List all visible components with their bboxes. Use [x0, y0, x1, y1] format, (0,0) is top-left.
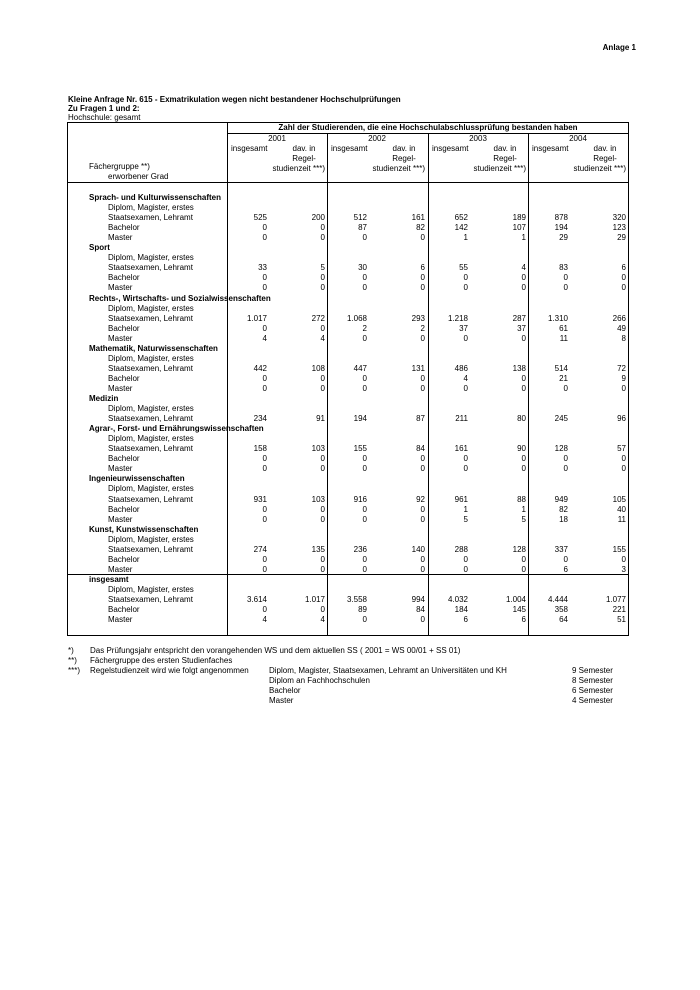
- cell-insgesamt: 3.614: [246, 595, 267, 604]
- cell-dav-regelstudienzeit: 91: [316, 414, 325, 424]
- cell-dav-regelstudienzeit: 293: [411, 313, 425, 323]
- column-dav-label: dav. in: [593, 144, 617, 153]
- cell-dav-regelstudienzeit: 87: [416, 414, 425, 424]
- cell-dav-regelstudienzeit: 29: [617, 233, 626, 243]
- group-label: Sport: [89, 243, 110, 253]
- cell-insgesamt: 525: [253, 213, 267, 223]
- cell-insgesamt: 1.218: [447, 313, 468, 323]
- cell-dav-regelstudienzeit: 9: [621, 373, 626, 383]
- row-label: Diplom, Magister, erstes: [108, 203, 194, 213]
- cell-insgesamt: 4: [262, 615, 267, 625]
- cell-dav-regelstudienzeit: 105: [612, 494, 626, 504]
- row-label: Diplom, Magister, erstes: [108, 484, 194, 494]
- cell-insgesamt: 442: [253, 363, 267, 373]
- cell-dav-regelstudienzeit: 0: [521, 273, 526, 283]
- group-label: Rechts-, Wirtschafts- und Sozialwissenschaften: [89, 293, 271, 303]
- cell-dav-regelstudienzeit: 155: [612, 544, 626, 554]
- cell-dav-regelstudienzeit: 108: [311, 363, 325, 373]
- cell-dav-regelstudienzeit: 0: [320, 605, 325, 615]
- cell-insgesamt: 1.017: [246, 313, 267, 323]
- row-label: Master: [108, 615, 133, 625]
- rule-label-1: Diplom, Magister, Staatsexamen, Lehramt an Universitäten und KH: [269, 666, 507, 675]
- cell-insgesamt: 1: [463, 504, 468, 514]
- cell-insgesamt: 4: [463, 373, 468, 383]
- row-label: Diplom, Magister, erstes: [108, 534, 194, 544]
- cell-insgesamt: 0: [262, 273, 267, 283]
- cell-insgesamt: 64: [559, 615, 568, 625]
- cell-insgesamt: 21: [559, 373, 568, 383]
- column-dav-label: dav. in: [493, 144, 517, 153]
- cell-dav-regelstudienzeit: 57: [617, 444, 626, 454]
- cell-dav-regelstudienzeit: 140: [411, 544, 425, 554]
- cell-insgesamt: 161: [454, 444, 468, 454]
- cell-dav-regelstudienzeit: 0: [320, 283, 325, 293]
- cell-dav-regelstudienzeit: 0: [621, 554, 626, 564]
- cell-dav-regelstudienzeit: 103: [311, 494, 325, 504]
- cell-dav-regelstudienzeit: 49: [617, 323, 626, 333]
- column-regel-label: Regel-: [292, 154, 316, 163]
- cell-dav-regelstudienzeit: 82: [416, 223, 425, 233]
- cell-insgesamt: 33: [258, 263, 267, 273]
- cell-dav-regelstudienzeit: 0: [521, 333, 526, 343]
- group-label: Agrar-, Forst- und Ernährungswissenschaften: [89, 424, 264, 434]
- cell-insgesamt: 0: [262, 514, 267, 524]
- cell-dav-regelstudienzeit: 4: [320, 333, 325, 343]
- cell-insgesamt: 0: [262, 564, 267, 574]
- cell-dav-regelstudienzeit: 0: [320, 454, 325, 464]
- cell-insgesamt: 6: [563, 564, 568, 574]
- cell-insgesamt: 514: [554, 363, 568, 373]
- cell-dav-regelstudienzeit: 0: [420, 373, 425, 383]
- cell-insgesamt: 512: [353, 213, 367, 223]
- vertical-rule: [528, 133, 529, 636]
- column-regel-label: Regel-: [493, 154, 517, 163]
- footnote-2-text: Fächergruppe des ersten Studienfaches: [90, 656, 233, 665]
- cell-insgesamt: 61: [559, 323, 568, 333]
- year-header: 2001: [268, 134, 286, 143]
- cell-insgesamt: 0: [262, 605, 267, 615]
- cell-insgesamt: 1.068: [346, 313, 367, 323]
- cell-dav-regelstudienzeit: 0: [320, 504, 325, 514]
- row-label: Bachelor: [108, 323, 140, 333]
- cell-insgesamt: 1: [463, 233, 468, 243]
- cell-dav-regelstudienzeit: 51: [617, 615, 626, 625]
- rule-label-2: Diplom an Fachhochschulen: [269, 676, 370, 685]
- cell-insgesamt: 0: [563, 273, 568, 283]
- cell-insgesamt: 0: [262, 504, 267, 514]
- cell-insgesamt: 3.558: [346, 595, 367, 604]
- cell-insgesamt: 949: [554, 494, 568, 504]
- row-label: Diplom, Magister, erstes: [108, 253, 194, 263]
- row-label: Staatsexamen, Lehramt: [108, 414, 193, 424]
- cell-insgesamt: 0: [463, 454, 468, 464]
- cell-dav-regelstudienzeit: 0: [420, 233, 425, 243]
- cell-dav-regelstudienzeit: 0: [521, 454, 526, 464]
- column-insgesamt-label: insgesamt: [231, 144, 268, 153]
- row-label: Staatsexamen, Lehramt: [108, 444, 193, 454]
- cell-dav-regelstudienzeit: 266: [612, 313, 626, 323]
- school-label: Hochschule: gesamt: [68, 113, 141, 122]
- cell-dav-regelstudienzeit: 0: [320, 373, 325, 383]
- row-label: Bachelor: [108, 223, 140, 233]
- cell-dav-regelstudienzeit: 0: [521, 564, 526, 574]
- cell-dav-regelstudienzeit: 5: [521, 514, 526, 524]
- cell-insgesamt: 931: [253, 494, 267, 504]
- cell-insgesamt: 0: [463, 554, 468, 564]
- table-main-header: Zahl der Studierenden, die eine Hochschulabschlussprüfung bestanden haben: [278, 123, 578, 132]
- row-label: Staatsexamen, Lehramt: [108, 544, 193, 554]
- column-regelstudienzeit-label: studienzeit ***): [272, 164, 325, 173]
- cell-dav-regelstudienzeit: 0: [420, 273, 425, 283]
- cell-dav-regelstudienzeit: 72: [617, 363, 626, 373]
- cell-insgesamt: 0: [362, 454, 367, 464]
- cell-insgesamt: 0: [262, 554, 267, 564]
- cell-dav-regelstudienzeit: 90: [517, 444, 526, 454]
- row-label: Diplom, Magister, erstes: [108, 353, 194, 363]
- cell-dav-regelstudienzeit: 1: [521, 233, 526, 243]
- rule-value-4: 4 Semester: [572, 696, 613, 705]
- cell-dav-regelstudienzeit: 0: [621, 464, 626, 474]
- cell-dav-regelstudienzeit: 103: [311, 444, 325, 454]
- cell-insgesamt: 447: [353, 363, 367, 373]
- cell-insgesamt: 0: [362, 564, 367, 574]
- cell-dav-regelstudienzeit: 3: [621, 564, 626, 574]
- row-header-faechergruppe: Fächergruppe **): [89, 162, 150, 171]
- cell-insgesamt: 0: [262, 373, 267, 383]
- row-label: Master: [108, 564, 133, 574]
- group-label: Mathematik, Naturwissenschaften: [89, 343, 218, 353]
- cell-insgesamt: 0: [362, 233, 367, 243]
- cell-insgesamt: 0: [262, 454, 267, 464]
- cell-insgesamt: 37: [459, 323, 468, 333]
- cell-insgesamt: 0: [362, 283, 367, 293]
- cell-dav-regelstudienzeit: 0: [320, 273, 325, 283]
- cell-dav-regelstudienzeit: 107: [512, 223, 526, 233]
- cell-dav-regelstudienzeit: 0: [420, 514, 425, 524]
- cell-dav-regelstudienzeit: 135: [311, 544, 325, 554]
- cell-dav-regelstudienzeit: 0: [621, 383, 626, 393]
- column-dav-label: dav. in: [392, 144, 416, 153]
- cell-insgesamt: 29: [559, 233, 568, 243]
- cell-dav-regelstudienzeit: 0: [420, 554, 425, 564]
- cell-dav-regelstudienzeit: 96: [617, 414, 626, 424]
- cell-dav-regelstudienzeit: 1.017: [304, 595, 325, 604]
- cell-insgesamt: 4.444: [547, 595, 568, 604]
- row-label: Staatsexamen, Lehramt: [108, 363, 193, 373]
- footnote-1-mark: *): [68, 646, 74, 655]
- cell-insgesamt: 0: [563, 454, 568, 464]
- vertical-rule: [227, 122, 228, 636]
- row-label: Staatsexamen, Lehramt: [108, 595, 193, 604]
- footnote-3-text: Regelstudienzeit wird wie folgt angenommen: [90, 666, 249, 675]
- cell-dav-regelstudienzeit: 0: [320, 554, 325, 564]
- cell-insgesamt: 0: [362, 383, 367, 393]
- footnote-2-mark: **): [68, 656, 77, 665]
- cell-dav-regelstudienzeit: 0: [621, 273, 626, 283]
- group-label: Medizin: [89, 394, 119, 403]
- row-label: Bachelor: [108, 554, 140, 564]
- cell-insgesamt: 0: [362, 373, 367, 383]
- cell-insgesamt: 0: [463, 564, 468, 574]
- total-rule: [67, 574, 629, 575]
- group-label: Sprach- und Kulturwissenschaften: [89, 193, 222, 202]
- row-label: Master: [108, 283, 133, 293]
- cell-dav-regelstudienzeit: 161: [411, 213, 425, 223]
- column-insgesamt-label: insgesamt: [432, 144, 469, 153]
- cell-insgesamt: 0: [362, 273, 367, 283]
- cell-dav-regelstudienzeit: 0: [521, 283, 526, 293]
- cell-insgesamt: 961: [454, 494, 468, 504]
- row-label: Diplom, Magister, erstes: [108, 303, 194, 313]
- cell-dav-regelstudienzeit: 0: [420, 564, 425, 574]
- cell-insgesamt: 236: [353, 544, 367, 554]
- row-label: Bachelor: [108, 454, 140, 464]
- cell-insgesamt: 0: [262, 464, 267, 474]
- rule-value-2: 8 Semester: [572, 676, 613, 685]
- cell-dav-regelstudienzeit: 0: [621, 283, 626, 293]
- cell-dav-regelstudienzeit: 0: [320, 514, 325, 524]
- column-insgesamt-label: insgesamt: [532, 144, 569, 153]
- cell-insgesamt: 89: [358, 605, 367, 615]
- row-label: Staatsexamen, Lehramt: [108, 313, 193, 323]
- group-label: insgesamt: [89, 574, 129, 584]
- cell-dav-regelstudienzeit: 8: [621, 333, 626, 343]
- group-label: Ingenieurwissenschaften: [89, 474, 185, 484]
- cell-dav-regelstudienzeit: 11: [617, 514, 626, 524]
- cell-dav-regelstudienzeit: 0: [521, 464, 526, 474]
- cell-insgesamt: 878: [554, 213, 568, 223]
- cell-dav-regelstudienzeit: 0: [621, 454, 626, 464]
- cell-insgesamt: 55: [459, 263, 468, 273]
- cell-dav-regelstudienzeit: 0: [420, 283, 425, 293]
- cell-insgesamt: 0: [362, 514, 367, 524]
- cell-dav-regelstudienzeit: 0: [420, 454, 425, 464]
- row-label: Diplom, Magister, erstes: [108, 584, 194, 594]
- cell-dav-regelstudienzeit: 37: [517, 323, 526, 333]
- cell-insgesamt: 30: [358, 263, 367, 273]
- cell-insgesamt: 194: [353, 414, 367, 424]
- row-label: Staatsexamen, Lehramt: [108, 263, 193, 273]
- row-label: Master: [108, 233, 133, 243]
- row-label: Master: [108, 464, 133, 474]
- row-label: Bachelor: [108, 373, 140, 383]
- cell-dav-regelstudienzeit: 92: [416, 494, 425, 504]
- cell-dav-regelstudienzeit: 0: [320, 464, 325, 474]
- cell-dav-regelstudienzeit: 221: [612, 605, 626, 615]
- cell-dav-regelstudienzeit: 994: [411, 595, 425, 604]
- column-dav-label: dav. in: [292, 144, 316, 153]
- cell-insgesamt: 128: [554, 444, 568, 454]
- rule-label-3: Bachelor: [269, 686, 301, 695]
- cell-dav-regelstudienzeit: 0: [320, 233, 325, 243]
- cell-insgesamt: 652: [454, 213, 468, 223]
- cell-dav-regelstudienzeit: 287: [512, 313, 526, 323]
- cell-dav-regelstudienzeit: 1.004: [505, 595, 526, 604]
- row-label: Staatsexamen, Lehramt: [108, 494, 193, 504]
- cell-insgesamt: 0: [262, 383, 267, 393]
- cell-dav-regelstudienzeit: 0: [521, 383, 526, 393]
- cell-dav-regelstudienzeit: 6: [621, 263, 626, 273]
- cell-dav-regelstudienzeit: 0: [320, 223, 325, 233]
- column-regelstudienzeit-label: studienzeit ***): [372, 164, 425, 173]
- cell-insgesamt: 1.310: [547, 313, 568, 323]
- cell-dav-regelstudienzeit: 123: [612, 223, 626, 233]
- cell-dav-regelstudienzeit: 40: [617, 504, 626, 514]
- group-label: Kunst, Kunstwissenschaften: [89, 524, 199, 534]
- column-regel-label: Regel-: [593, 154, 617, 163]
- cell-insgesamt: 184: [454, 605, 468, 615]
- cell-insgesamt: 82: [559, 504, 568, 514]
- rule-value-1: 9 Semester: [572, 666, 613, 675]
- document-subtitle: Zu Fragen 1 und 2:: [68, 104, 140, 113]
- annex-label: Anlage 1: [602, 43, 636, 52]
- year-header: 2002: [368, 134, 386, 143]
- row-label: Bachelor: [108, 504, 140, 514]
- row-label: Staatsexamen, Lehramt: [108, 213, 193, 223]
- cell-dav-regelstudienzeit: 0: [420, 504, 425, 514]
- cell-dav-regelstudienzeit: 189: [512, 213, 526, 223]
- cell-insgesamt: 245: [554, 414, 568, 424]
- cell-insgesamt: 211: [455, 414, 468, 424]
- cell-insgesamt: 5: [463, 514, 468, 524]
- cell-insgesamt: 0: [463, 383, 468, 393]
- cell-dav-regelstudienzeit: 0: [521, 373, 526, 383]
- cell-dav-regelstudienzeit: 272: [311, 313, 325, 323]
- row-label: Master: [108, 514, 133, 524]
- cell-insgesamt: 358: [554, 605, 568, 615]
- cell-dav-regelstudienzeit: 80: [517, 414, 526, 424]
- cell-insgesamt: 0: [362, 464, 367, 474]
- cell-dav-regelstudienzeit: 200: [311, 213, 325, 223]
- cell-insgesamt: 0: [563, 383, 568, 393]
- cell-insgesamt: 0: [463, 333, 468, 343]
- cell-insgesamt: 486: [454, 363, 468, 373]
- cell-dav-regelstudienzeit: 0: [521, 554, 526, 564]
- cell-insgesamt: 0: [262, 283, 267, 293]
- cell-dav-regelstudienzeit: 320: [612, 213, 626, 223]
- cell-insgesamt: 0: [463, 273, 468, 283]
- cell-dav-regelstudienzeit: 138: [512, 363, 526, 373]
- cell-insgesamt: 0: [362, 504, 367, 514]
- cell-insgesamt: 0: [463, 464, 468, 474]
- cell-dav-regelstudienzeit: 6: [521, 615, 526, 625]
- cell-insgesamt: 234: [253, 414, 267, 424]
- cell-dav-regelstudienzeit: 128: [512, 544, 526, 554]
- cell-insgesamt: 916: [353, 494, 367, 504]
- cell-insgesamt: 0: [563, 464, 568, 474]
- year-header: 2004: [569, 134, 587, 143]
- row-label: Diplom, Magister, erstes: [108, 404, 194, 414]
- cell-insgesamt: 0: [563, 283, 568, 293]
- cell-insgesamt: 6: [463, 615, 468, 625]
- document-title: Kleine Anfrage Nr. 615 - Exmatrikulation wegen nicht bestandener Hochschulprüfungen: [68, 95, 401, 104]
- cell-insgesamt: 11: [559, 333, 568, 343]
- row-label: Bachelor: [108, 273, 140, 283]
- cell-insgesamt: 288: [454, 544, 468, 554]
- cell-insgesamt: 0: [563, 554, 568, 564]
- cell-dav-regelstudienzeit: 84: [416, 605, 425, 615]
- rule-value-3: 6 Semester: [572, 686, 613, 695]
- cell-dav-regelstudienzeit: 0: [420, 383, 425, 393]
- cell-dav-regelstudienzeit: 4: [521, 263, 526, 273]
- cell-insgesamt: 0: [362, 333, 367, 343]
- cell-insgesamt: 0: [262, 233, 267, 243]
- cell-dav-regelstudienzeit: 6: [420, 263, 425, 273]
- column-insgesamt-label: insgesamt: [331, 144, 368, 153]
- cell-dav-regelstudienzeit: 145: [512, 605, 526, 615]
- cell-insgesamt: 0: [362, 615, 367, 625]
- cell-dav-regelstudienzeit: 0: [420, 464, 425, 474]
- header-bottom-rule: [67, 182, 629, 183]
- column-regelstudienzeit-label: studienzeit ***): [573, 164, 626, 173]
- cell-insgesamt: 0: [262, 223, 267, 233]
- cell-dav-regelstudienzeit: 131: [411, 363, 425, 373]
- vertical-rule: [327, 133, 328, 636]
- rule-label-4: Master: [269, 696, 294, 705]
- cell-insgesamt: 274: [253, 544, 267, 554]
- cell-dav-regelstudienzeit: 84: [416, 444, 425, 454]
- cell-insgesamt: 142: [454, 223, 468, 233]
- row-label: Master: [108, 333, 133, 343]
- cell-dav-regelstudienzeit: 0: [320, 383, 325, 393]
- cell-dav-regelstudienzeit: 5: [320, 263, 325, 273]
- cell-dav-regelstudienzeit: 88: [517, 494, 526, 504]
- row-label: Diplom, Magister, erstes: [108, 434, 194, 444]
- cell-insgesamt: 2: [362, 323, 367, 333]
- cell-insgesamt: 83: [559, 263, 568, 273]
- row-label: Bachelor: [108, 605, 140, 615]
- cell-insgesamt: 87: [358, 223, 367, 233]
- cell-insgesamt: 0: [362, 554, 367, 564]
- cell-insgesamt: 0: [463, 283, 468, 293]
- cell-insgesamt: 4.032: [447, 595, 468, 604]
- cell-dav-regelstudienzeit: 0: [420, 615, 425, 625]
- cell-dav-regelstudienzeit: 0: [420, 333, 425, 343]
- cell-insgesamt: 194: [554, 223, 568, 233]
- row-header-grad: erworbener Grad: [108, 172, 169, 181]
- cell-dav-regelstudienzeit: 0: [320, 564, 325, 574]
- cell-dav-regelstudienzeit: 1.077: [605, 595, 626, 604]
- column-regel-label: Regel-: [392, 154, 416, 163]
- footnote-1-text: Das Prüfungsjahr entspricht den vorangehenden WS und dem aktuellen SS ( 2001 = WS 00/01 + SS 01): [90, 646, 461, 655]
- vertical-rule: [428, 133, 429, 636]
- row-label: Master: [108, 383, 133, 393]
- cell-insgesamt: 155: [353, 444, 367, 454]
- cell-dav-regelstudienzeit: 2: [420, 323, 425, 333]
- cell-dav-regelstudienzeit: 4: [320, 615, 325, 625]
- cell-insgesamt: 158: [253, 444, 267, 454]
- footnote-3-mark: ***): [68, 666, 81, 675]
- cell-insgesamt: 337: [554, 544, 568, 554]
- cell-insgesamt: 4: [262, 333, 267, 343]
- cell-dav-regelstudienzeit: 1: [521, 504, 526, 514]
- cell-dav-regelstudienzeit: 0: [320, 323, 325, 333]
- cell-insgesamt: 18: [559, 514, 568, 524]
- cell-insgesamt: 0: [262, 323, 267, 333]
- column-regelstudienzeit-label: studienzeit ***): [473, 164, 526, 173]
- year-header: 2003: [469, 134, 487, 143]
